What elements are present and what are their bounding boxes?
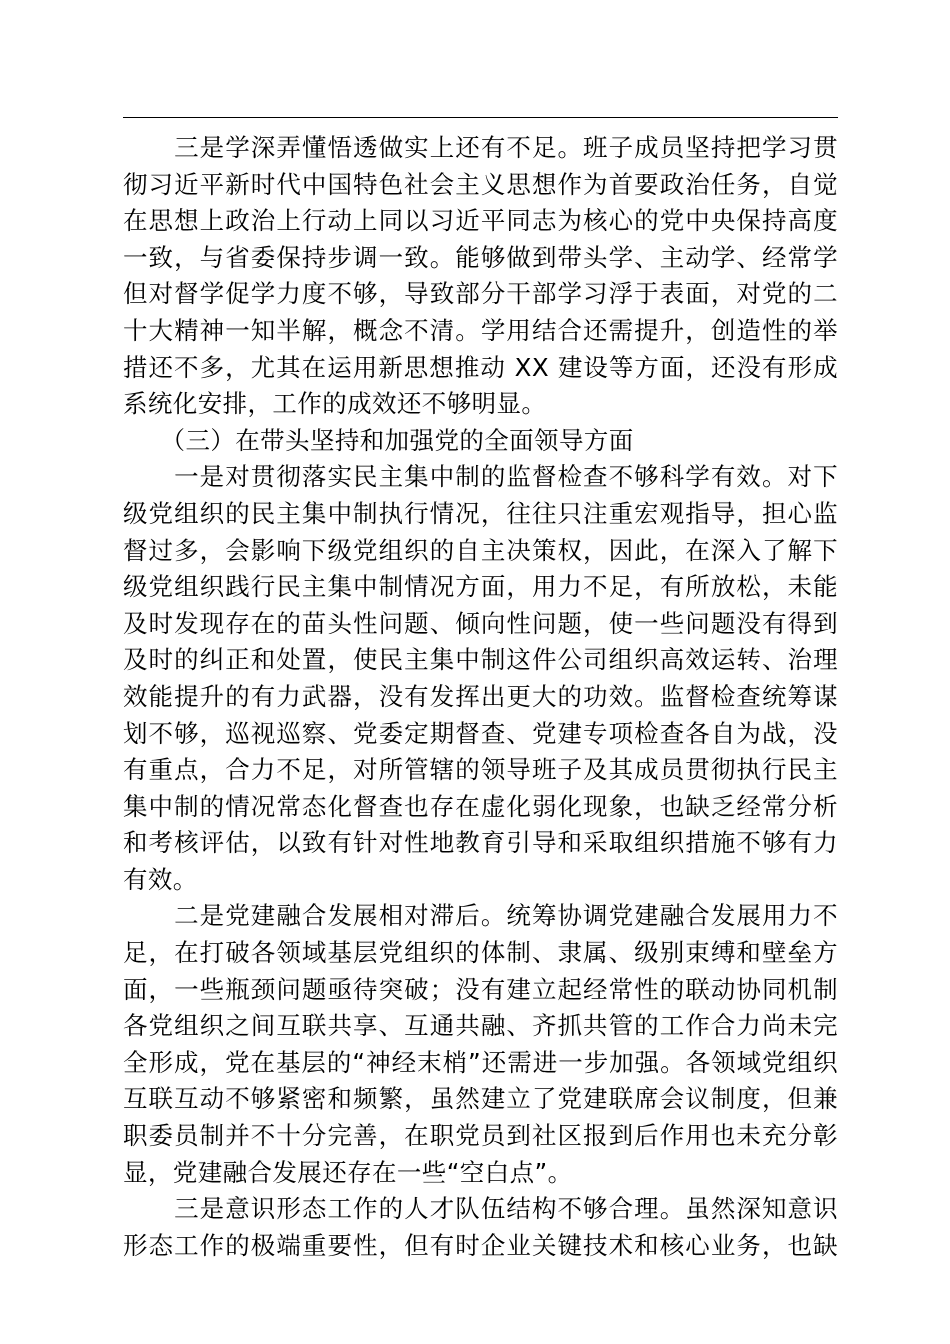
text-line: 互联互动不够紧密和频繁，虽然建立了党建联席会议制度，但兼 [123,1084,838,1114]
text-line: 形态工作的极端重要性，但有时企业关键技术和核心业务，也缺 [123,1230,838,1260]
text-line: 三是学深弄懂悟透做实上还有不足。班子成员坚持把学习贯 [123,133,838,162]
document-body [123,130,838,1264]
text-line: 有重点，合力不足，对所管辖的领导班子及其成员贯彻执行民主 [123,755,838,785]
text-line: 一致，与省委保持步调一致。能够做到带头学、主动学、经常学 [123,242,838,272]
text-line: 但对督学促学力度不够，导致部分干部学习浮于表面，对党的二 [123,279,838,309]
text-line: 面，一些瓶颈问题亟待突破；没有建立起经常性的联动协同机制 [123,974,838,1004]
text-line: 二是党建融合发展相对滞后。统筹协调党建融合发展用力不 [123,901,838,931]
text-line: 显，党建融合发展还存在一些“空白点”。 [123,1157,573,1187]
text-line: 级党组织践行民主集中制情况方面，用力不足，有所放松，未能 [123,572,838,602]
text-line: 和考核评估，以致有针对性地教育引导和采取组织措施不够有力 [123,828,838,858]
text-line: 职委员制并不十分完善，在职党员到社区报到后作用也未充分彰 [123,1121,838,1151]
header-rule [123,117,838,118]
text-line: 在思想上政治上行动上同以习近平同志为核心的党中央保持高度 [123,206,838,236]
text-line: 划不够，巡视巡察、党委定期督查、党建专项检查各自为战，没 [123,718,838,748]
text-line: 足，在打破各领域基层党组织的体制、隶属、级别束缚和壁垒方 [123,938,838,968]
text-line: 及时发现存在的苗头性问题、倾向性问题，使一些问题没有得到 [123,608,838,638]
text-line: 督过多，会影响下级党组织的自主决策权，因此，在深入了解下 [123,535,838,565]
text-line: 全形成，党在基层的“神经末梢”还需进一步加强。各领域党组织 [123,1047,838,1077]
text-line: 系统化安排，工作的成效还不够明显。 [123,389,547,419]
text-line: 有效。 [123,864,198,894]
text-line: 级党组织的民主集中制执行情况，往往只注重宏观指导，担心监 [123,498,838,528]
text-line: 彻习近平新时代中国特色社会主义思想作为首要政治任务，自觉 [123,169,838,199]
text-line: 十大精神一知半解，概念不清。学用结合还需提升，创造性的举 [123,315,838,345]
text-line: 三是意识形态工作的人才队伍结构不够合理。虽然深知意识 [123,1194,838,1224]
text-line: （三）在带头坚持和加强党的全面领导方面 [123,425,634,455]
text-line: 各党组织之间互联共享、互通共融、齐抓共管的工作合力尚未完 [123,1011,838,1041]
text-line: 效能提升的有力武器，没有发挥出更大的功效。监督检查统筹谋 [123,681,838,711]
text-line: 一是对贯彻落实民主集中制的监督检查不够科学有效。对下 [123,462,838,492]
text-line: 集中制的情况常态化督查也存在虚化弱化现象，也缺乏经常分析 [123,791,838,821]
text-line: 措还不多，尤其在运用新思想推动 XX 建设等方面，还没有形成 [123,352,838,382]
text-line: 及时的纠正和处置，使民主集中制这件公司组织高效运转、治理 [123,645,838,675]
